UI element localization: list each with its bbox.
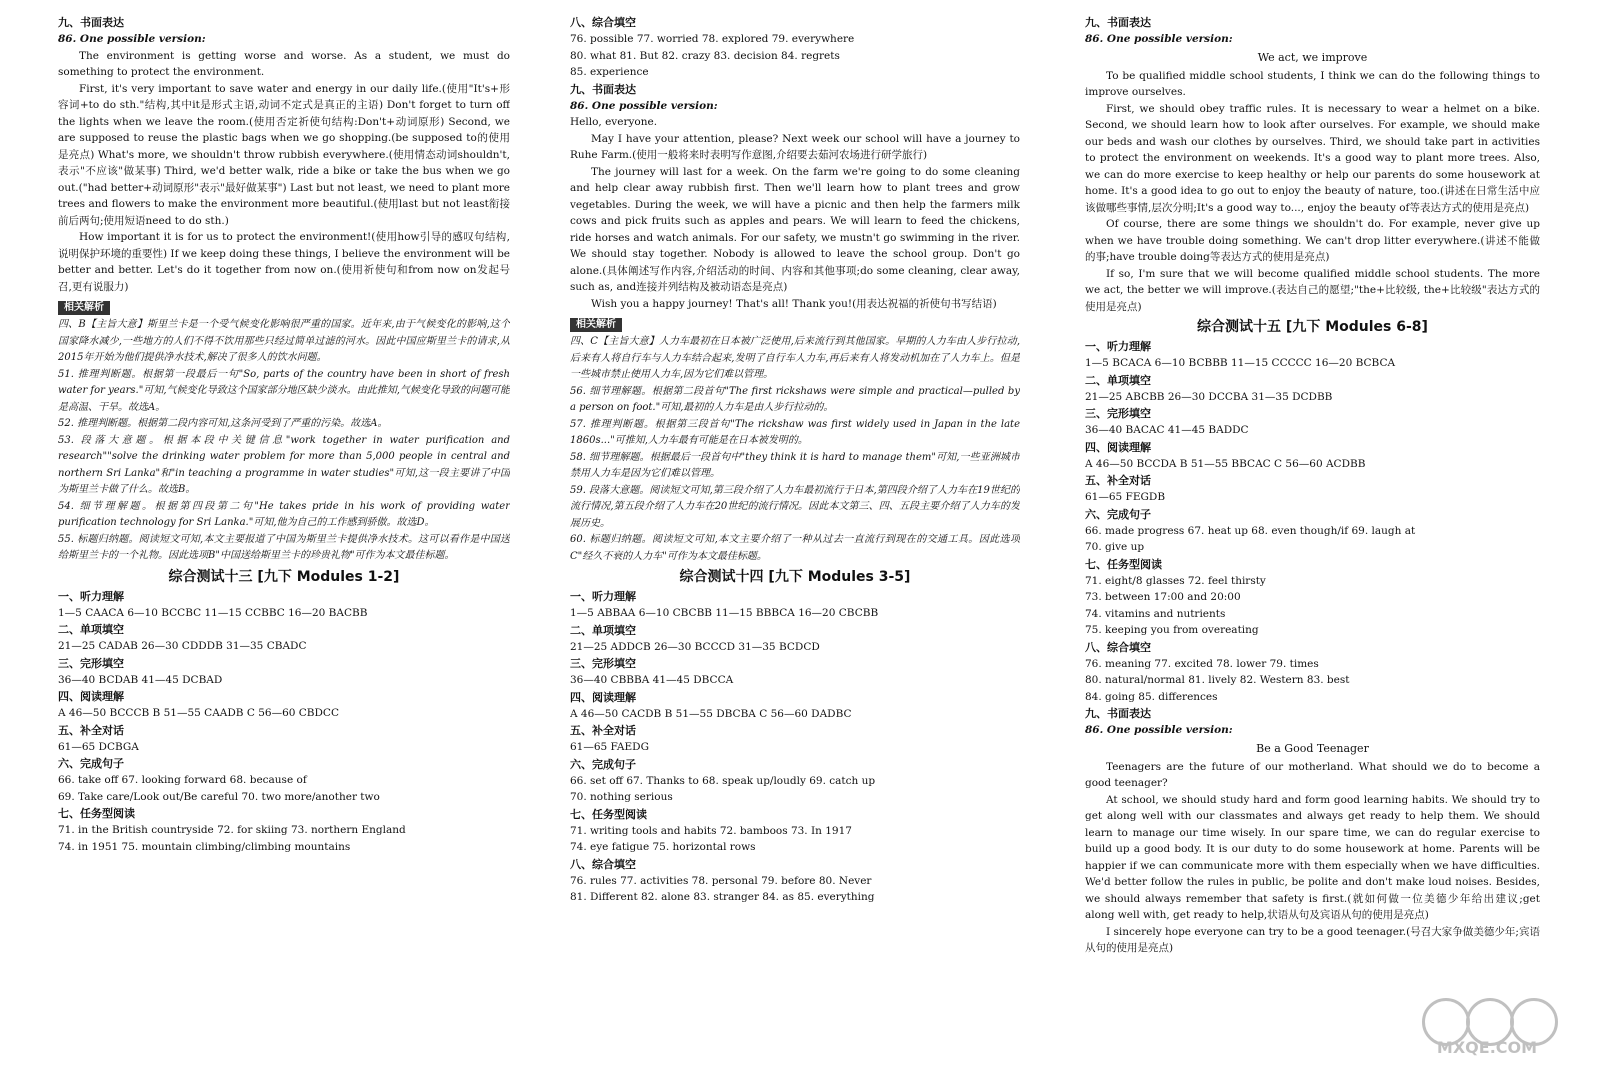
answer-line: 69. Take care/Look out/Be careful 70. two more/another two (58, 790, 380, 803)
answer-line: 76. possible 77. worried 78. explored 79. everywhere (570, 33, 855, 45)
essay-paragraph: May I have your attention, please? Next week our school will have a journey to Ruhe Farm.(使用一般将来时表明写作意图,介绍要去茹河农场进行研学旅行) (570, 132, 1020, 161)
answer-line: 1—5 ABBAA 6—10 CBCBB 11—15 BBBCA 16—20 CBCBB (570, 607, 879, 619)
section-heading: 二、单项填空 (570, 623, 636, 637)
section-heading: 四、阅读理解 (1085, 440, 1151, 454)
section-heading: 一、听力理解 (1085, 340, 1151, 353)
analysis-item: 57. 推理判断题。根据第三段首句"The rickshaw was first widely used in Japan in the late 1860s..."可推知,人力车最有可能是在日本被发明的。 (570, 418, 1020, 446)
answer-line: 70. nothing serious (570, 791, 673, 803)
answer-line: 76. rules 77. activities 78. personal 79. before 80. Never (570, 874, 872, 887)
answer-line: 66. take off 67. looking forward 68. because of (58, 774, 307, 786)
section-heading: 九、书面表达 (570, 82, 636, 96)
answer-line: 74. eye fatigue 75. horizontal rows (570, 841, 756, 853)
answer-line: 71. writing tools and habits 72. bamboos 73. In 1917 (570, 824, 852, 837)
section-heading: 七、任务型阅读 (570, 807, 647, 821)
section-heading: 三、完形填空 (58, 656, 124, 670)
analysis-item: 51. 推理判断题。根据第一段最后一句"So, parts of the country have been in short of fresh water for years."可知,气候变化导致这个国家部分地区缺少淡水。由此推知,气候变化导致的问题可能是高温、干旱。故选A。 (58, 368, 510, 413)
answer-line: 21—25 ADDCB 26—30 BCCCD 31—35 BCDCD (570, 640, 820, 653)
analysis-item: 59. 段落大意题。阅读短文可知,第三段介绍了人力车最初流行于日本,第四段介绍了人力车在19世纪的流行情况,第五段介绍了人力车在20世纪的流行情况。因此本文第三、四、五段主要介绍了人力车的发展历史。 (570, 484, 1020, 529)
answer-line: 21—25 CADAB 26—30 CDDDB 31—35 CBADC (58, 640, 307, 652)
answer-line: 61—65 DCBGA (58, 740, 139, 753)
section-heading: 四、阅读理解 (570, 690, 636, 704)
section-heading: 五、补全对话 (58, 723, 124, 737)
test-title: 综合测试十三 [九下 Modules 1-2] (168, 568, 400, 585)
answer-line: 74. vitamins and nutrients (1085, 607, 1226, 620)
analysis-tag: 相关解析 (570, 318, 622, 332)
analysis-block (58, 317, 510, 565)
essay-title: We act, we improve (1257, 50, 1368, 64)
essay-title: Be a Good Teenager (1256, 741, 1369, 755)
section-heading: 四、阅读理解 (58, 690, 124, 703)
watermark-logo (1402, 998, 1572, 1064)
watermark-text: MXQE.COM (1436, 1038, 1538, 1057)
one-possible-version-label: 86. One possible version: (570, 99, 718, 112)
answer-line: A 46—50 BCCDA B 51—55 BBCAC C 56—60 ACDBB (1085, 457, 1366, 470)
section-heading: 三、完形填空 (1085, 407, 1151, 420)
section-heading: 六、完成句子 (58, 757, 124, 770)
essay-paragraph: How important it is for us to protect the environment!(使用how引导的感叹句结构,说明保护环境的重要性) If we keep doing these things, I believe the environment will be better and better. Let's do it together from now on.(使用祈使句和from now on发起号召,更有说服力) (58, 231, 510, 293)
section-heading: 七、任务型阅读 (1085, 557, 1162, 571)
section-heading: 九、书面表达 (58, 16, 124, 29)
essay-paragraph: Teenagers are the future of our motherland. What should we do to become a good teenager? (1085, 760, 1540, 789)
answer-line: 1—5 BCACA 6—10 BCBBB 11—15 CCCCC 16—20 BCBCA (1085, 357, 1396, 369)
answer-line: 36—40 BCDAB 41—45 DCBAD (58, 673, 223, 686)
answer-line: 85. experience (570, 66, 649, 78)
column-middle (570, 14, 1020, 1078)
section-heading: 六、完成句子 (570, 757, 636, 771)
answer-line: 61—65 FAEDG (570, 741, 649, 753)
test-title: 综合测试十五 [九下 Modules 6-8] (1197, 319, 1428, 335)
column-left (58, 14, 510, 1078)
section-heading: 九、书面表达 (1085, 16, 1151, 29)
analysis-item: 53. 段落大意题。根据本段中关键信息"work together in water purification and research""solve the drinking water problem for more than 5,000 people in central and northern Sri Lanka"和"in teaching a programme in water studies"可知,这一段主要讲了中国为斯里兰卡做了什么。故选B。 (58, 434, 510, 495)
section-heading: 八、综合填空 (570, 16, 636, 29)
analysis-block (570, 334, 1020, 565)
essay-paragraph: I sincerely hope everyone can try to be a good teenager.(号召大家争做美德少年;宾语从句的使用是亮点) (1085, 925, 1540, 954)
answer-line: 61—65 FEGDB (1085, 491, 1166, 503)
answer-line: 74. in 1951 75. mountain climbing/climbing mountains (58, 840, 351, 853)
answer-line: 21—25 ABCBB 26—30 DCCBA 31—35 DCDBB (1085, 390, 1333, 403)
answer-list (570, 589, 1020, 906)
essay-paragraph: To be qualified middle school students, I think we can do the following things to improve ourselves. (1085, 69, 1540, 98)
answer-line: A 46—50 CACDB B 51—55 DBCBA C 56—60 DADBC (570, 707, 852, 720)
essay-paragraph: First, it's very important to save water and energy in our daily life.(使用"It's+形容词+to do sth."结构,其中it是形式主语,动词不定式是真正的主语) Don't forget to turn off the lights when we leave the room.(使用否定祈使句结构:Don't+动词原形) Second, we are supposed to reuse the plastic bags when we go shopping.(be supposed to的使用是亮点) What's more, we shouldn't throw rubbish everywhere.(使用情态动词shouldn't,表示"不应该"做某事) Third, we'd better walk, ride a bike or take the bus when we go out.("had better+动词原形"表示"最好做某事") Last but not least, we need to plant more trees and flowers to make the environment more beautiful.(使用last but not least衔接前后两句;使用短语need to do sth.) (58, 82, 510, 227)
essay-greeting: Hello, everyone. (570, 116, 658, 128)
analysis-item: 55. 标题归纳题。阅读短文可知,本文主要报道了中国为斯里兰卡提供净水技术。这可以看作是中国送给斯里兰卡的一个礼物。因此选项B"中国送给斯里兰卡的珍贵礼物"可作为本文最佳标题。 (58, 533, 510, 561)
essay-paragraph: The journey will last for a week. On the farm we're going to do some cleaning and help clear away rubbish first. Then we'll learn how to plant trees and grow vegetables. During the week, we will have a picnic and then help the farmers milk cows and pick fruits such as apples and pears. We will learn to feed the chickens, ride horses and watch animals. For our safety, we mustn't go swimming in the river. We should stay together. Nobody is allowed to leave the school group. Don't go alone.(具体阐述写作内容,介绍活动的时间、内容和其他事项;do some cleaning, clear away, such as, and连接并列结构及被动语态是亮点) (570, 165, 1020, 293)
section-heading: 五、补全对话 (570, 724, 636, 737)
answer-line: 1—5 CAACA 6—10 BCCBC 11—15 CCBBC 16—20 BACBB (58, 606, 368, 619)
answer-line: 73. between 17:00 and 20:00 (1085, 591, 1241, 603)
section-heading: 二、单项填空 (58, 623, 124, 636)
analysis-item: 56. 细节理解题。根据第二段首句"The first rickshaws were simple and practical—pulled by a person on foot."可知,最初的人力车是由人步行拉动的。 (570, 385, 1020, 413)
answer-line: 36—40 CBBBA 41—45 DBCCA (570, 674, 734, 686)
analysis-tag: 相关解析 (58, 301, 110, 315)
answer-line: 80. what 81. But 82. crazy 83. decision 84. regrets (570, 49, 840, 62)
answer-line: 75. keeping you from overeating (1085, 624, 1259, 636)
section-heading: 八、综合填空 (570, 857, 636, 871)
analysis-item: 52. 推理判断题。根据第二段内容可知,这条河受到了严重的污染。故选A。 (58, 418, 388, 429)
analysis-item: 四、B【主旨大意】斯里兰卡是一个受气候变化影响很严重的国家。近年来,由于气候变化的影响,这个国家降水减少,一些地方的人们不得不饮用那些只经过简单过滤的河水。因此中国应斯里兰卡的请求,从2015年开始为他们提供净水技术,解决了很多人的饮水问题。 (58, 319, 510, 363)
answer-list (1085, 339, 1540, 721)
answer-line: 36—40 BACAC 41—45 BADDC (1085, 424, 1249, 436)
section-heading: 一、听力理解 (570, 590, 636, 603)
column-right (1085, 14, 1540, 1078)
one-possible-version-label: 86. One possible version: (58, 33, 206, 45)
analysis-item: 四、C【主旨大意】人力车最初在日本被广泛使用,后来流行到其他国家。早期的人力车由人步行拉动,后来有人将自行车与人力车结合起来,发明了自行车人力车,再后来有人将发动机加在了人力车上。但是一些城市禁止使用人力车,因为它们难以管理。 (570, 336, 1020, 380)
essay-paragraph: Wish you a happy journey! That's all! Thank you!(用表达祝福的祈使句书写结语) (591, 297, 997, 310)
answer-line: 81. Different 82. alone 83. stranger 84. as 85. everything (570, 891, 875, 903)
section-heading: 六、完成句子 (1085, 507, 1151, 521)
one-possible-version-label: 86. One possible version: (1085, 724, 1233, 736)
answer-line: A 46—50 BCCCB B 51—55 CAADB C 56—60 CBDCC (58, 707, 339, 719)
analysis-item: 60. 标题归纳题。阅读短文可知,本文主要介绍了一种从过去一直流行到现在的交通工具。因此选项C"经久不衰的人力车"可作为本文最佳标题。 (570, 534, 1020, 562)
essay-paragraph: Of course, there are some things we shouldn't do. For example, never give up when we have trouble doing something. We can't drop litter everywhere.(讲述不能做的事;have trouble doing等表达方式的使用是亮点) (1085, 218, 1540, 263)
answer-list (58, 589, 510, 856)
answer-line: 71. in the British countryside 72. for skiing 73. northern England (58, 824, 406, 836)
essay-paragraph: The environment is getting worse and worse. As a student, we must do something to protect the environment. (58, 49, 510, 78)
answer-line: 71. eight/8 glasses 72. feel thirsty (1085, 574, 1266, 587)
analysis-item: 58. 细节理解题。根据最后一段首句中"they think it is hard to manage them"可知,一些亚洲城市禁用人力车是因为它们难以管理。 (570, 451, 1020, 479)
answer-line: 70. give up (1085, 541, 1145, 553)
section-heading: 九、书面表达 (1085, 707, 1151, 720)
section-heading: 七、任务型阅读 (58, 807, 135, 820)
section-heading: 五、补全对话 (1085, 474, 1151, 487)
section-heading: 八、综合填空 (1085, 640, 1151, 654)
section-heading: 三、完形填空 (570, 657, 636, 670)
answer-line: 66. made progress 67. heat up 68. even though/if 69. laugh at (1085, 524, 1416, 537)
essay-paragraph: If so, I'm sure that we will become qualified middle school students. The more we act, the better we will improve.(表达自己的愿望;"the+比较级, the+比较级"表达方式的使用是亮点) (1085, 267, 1540, 313)
answer-line: 66. set off 67. Thanks to 68. speak up/loudly 69. catch up (570, 774, 876, 787)
answer-line: 84. going 85. differences (1085, 690, 1218, 703)
section-heading: 一、听力理解 (58, 589, 124, 603)
section-heading: 二、单项填空 (1085, 373, 1151, 387)
test-title: 综合测试十四 [九下 Modules 3-5] (679, 569, 911, 585)
essay-paragraph: At school, we should study hard and form good learning habits. We should try to get along well with our classmates and always get ready to help them. We should learn to manage our time wisely. In our spare time, we can do regular exercise to build up a good body. It is our duty to do some housework at home. Parents will be happier if we can communicate more with them especially when we have difficulties. We'd better follow the rules in public, be polite and don't make loud noises. Besides, we should always remember that safety is first.(就如何做一位美德少年给出建议;get along well with, get ready to help,状语从句及宾语从句的使用是亮点) (1085, 793, 1540, 921)
answer-line: 76. meaning 77. excited 78. lower 79. times (1085, 657, 1319, 670)
essay-paragraph: First, we should obey traffic rules. It is necessary to wear a helmet on a bike. Second, we should learn how to look after ourselves. For example, we should make our beds and wash our clothes by ourselves. Third, we should take part in activities to protect the environment on weekends. It's a good way to plant more trees. Also, we can do more exercise to keep healthy or help our parents do some housework at home. It's a good idea to go out to enjoy the beauty of nature, too.(讲述在日常生活中应该做哪些事情,层次分明;It's a good way to..., enjoy the beauty of等表达方式的使用是亮点) (1085, 102, 1540, 214)
analysis-item: 54. 细节理解题。根据第四段第二句"He takes pride in his work of providing water purification technology for Sri Lanka."可知,他为自己的工作感到骄傲。故选D。 (58, 500, 510, 528)
one-possible-version-label: 86. One possible version: (1085, 33, 1233, 45)
answer-line: 80. natural/normal 81. lively 82. Western 83. best (1085, 674, 1350, 686)
